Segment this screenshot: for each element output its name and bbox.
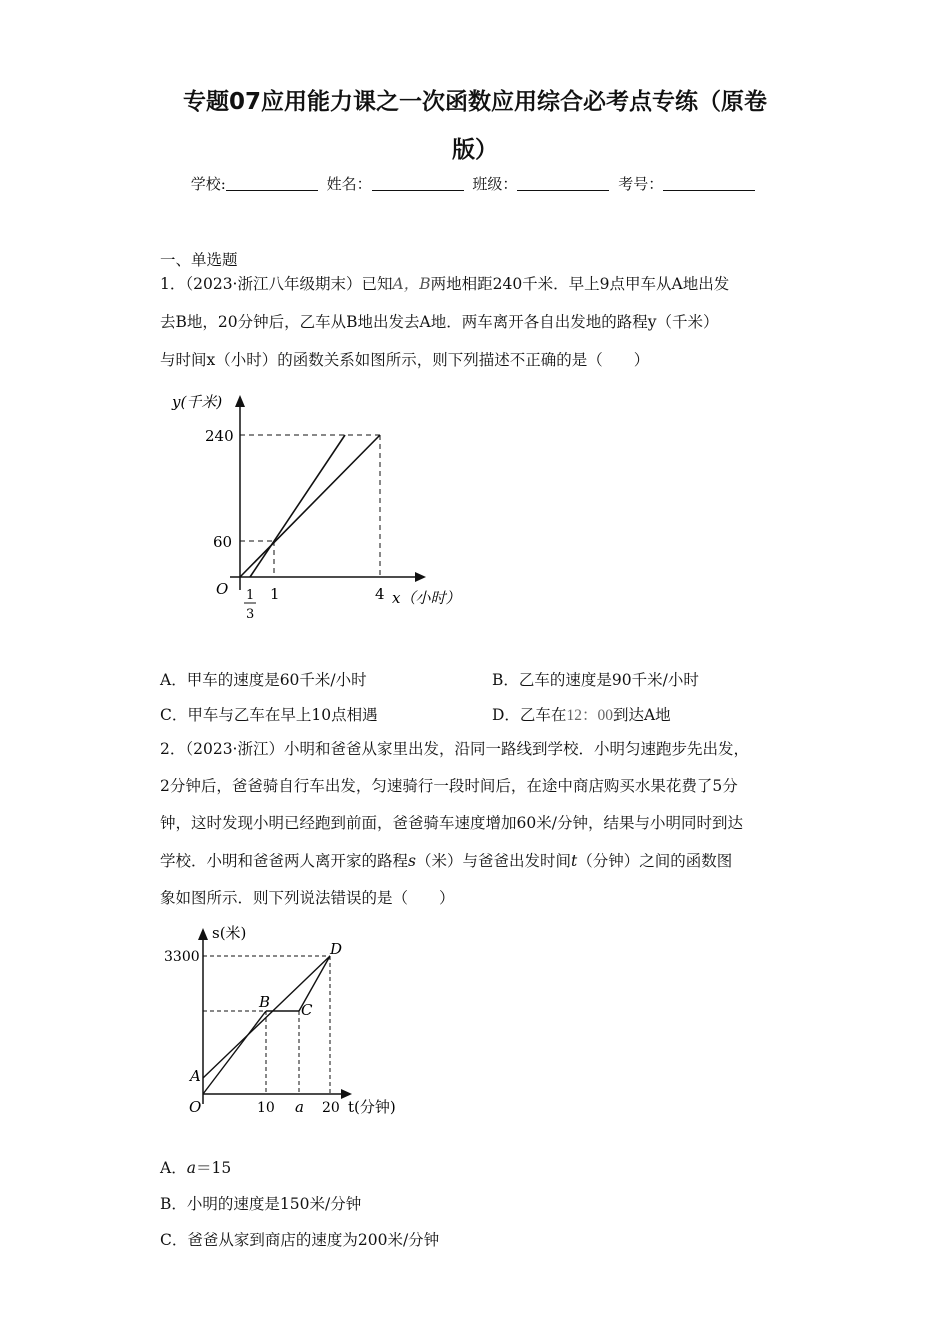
number-label: 考号：: [618, 175, 664, 193]
q1-option-c[interactable]: C．甲车与乙车在早上10点相遇: [160, 706, 378, 724]
q2-line-4-b: （米）与爸爸出发时间: [415, 852, 571, 870]
q2-x-a: a: [295, 1098, 304, 1116]
q1-origin: O: [216, 580, 229, 598]
q2-y-3300: 3300: [164, 949, 200, 965]
q2-var-s: s: [408, 852, 416, 870]
q2-line-4: [160, 851, 732, 871]
class-blank[interactable]: [517, 176, 609, 191]
school-blank[interactable]: [226, 176, 318, 191]
q2-line-dad-1: [203, 1011, 266, 1094]
q1-y-label: y(千米): [172, 393, 223, 411]
q2-option-c[interactable]: C．爸爸从家到商店的速度为200米/分钟: [160, 1231, 440, 1249]
q1-line-3: 与时间x（小时）的函数关系如图所示，则下列描述不正确的是（ ）: [160, 351, 650, 369]
q1-line-1: [160, 274, 729, 294]
q1-graph: [160, 385, 480, 630]
title-line-1: 专题07应用能力课之一次函数应用综合必考点专练（原卷: [182, 89, 767, 115]
q1-x-arrow: [415, 572, 426, 582]
q1-y-240: 240: [205, 427, 234, 445]
q1-option-d-b: 到达A地: [612, 706, 671, 724]
q2-line-5: 象如图所示．则下列说法错误的是（ ）: [160, 889, 455, 907]
page-title: [95, 78, 855, 174]
q2-line-1: 2．（2023·浙江）小明和爸爸从家里出发，沿同一路线到学校．小明匀速跑步先出发，: [160, 740, 749, 758]
q2-line-4-c: （分钟）之间的函数图: [577, 852, 733, 870]
q1-frac-den: 3: [246, 607, 255, 622]
section-heading: 一、单选题: [160, 251, 238, 269]
q1-line-jia: [240, 435, 380, 577]
q2-point-d: D: [330, 940, 343, 958]
q2-y-label: s(米): [212, 924, 247, 942]
q1-x-1: 1: [270, 585, 280, 603]
q2-x-label: t(分钟): [348, 1098, 396, 1116]
q1-line-1-a: 1．（2023·浙江八年级期末）已知: [160, 275, 393, 293]
q1-option-d-time: 12：00: [566, 707, 613, 724]
title-line-2: 版）: [452, 137, 498, 163]
q2-line-2: 2分钟后，爸爸骑自行车出发，匀速骑行一段时间后，在途中商店购买水果花费了5分: [160, 777, 738, 795]
q1-y-arrow: [235, 395, 245, 407]
q1-line-2: 去B地，20分钟后，乙车从B地出发去A地．两车离开各自出发地的路程y（千米）: [160, 313, 719, 331]
q2-point-b: B: [259, 993, 271, 1011]
q2-origin: O: [189, 1098, 202, 1116]
q1-line-yi: [250, 435, 345, 577]
q2-x-20: 20: [322, 1100, 340, 1116]
school-label: 学校:: [190, 175, 226, 193]
q1-x-4: 4: [375, 585, 385, 603]
q2-option-a-var: a: [186, 1159, 196, 1177]
name-label: 姓名：: [326, 175, 372, 193]
q1-y-60: 60: [213, 533, 233, 551]
q1-frac-num: 1: [246, 588, 255, 603]
q2-option-a-value: ＝15: [195, 1159, 232, 1177]
q1-option-a[interactable]: A．甲车的速度是60千米/小时: [160, 671, 367, 689]
name-blank[interactable]: [372, 176, 464, 191]
class-label: 班级：: [472, 175, 518, 193]
q2-line-3: 钟，这时发现小明已经跑到前面，爸爸骑车速度增加60米/分钟，结果与小明同时到达: [160, 814, 743, 832]
q2-option-a[interactable]: [160, 1156, 231, 1178]
student-info: [0, 173, 950, 194]
q2-point-a: A: [190, 1067, 201, 1085]
q1-option-b[interactable]: B．乙车的速度是90千米/小时: [492, 671, 699, 689]
q2-option-a-prefix: A．: [160, 1159, 187, 1177]
q1-option-d-a: D．乙车在: [492, 706, 567, 724]
q2-var-t: t: [571, 852, 578, 870]
q2-graph: [160, 918, 420, 1123]
q1-option-d[interactable]: [492, 703, 671, 725]
q1-line-1-b: 两地相距240千米．早上9点甲车从A地出发: [430, 275, 730, 293]
q2-option-b[interactable]: B．小明的速度是150米/分钟: [160, 1195, 362, 1213]
q2-line-4-a: 学校．小明和爸爸两人离开家的路程: [160, 852, 409, 870]
q1-x-label: x（小时）: [392, 589, 461, 607]
number-blank[interactable]: [663, 176, 755, 191]
q2-x-10: 10: [257, 1100, 275, 1116]
q2-point-c: C: [301, 1001, 313, 1019]
q1-ab: A，B: [392, 275, 431, 293]
q2-y-arrow: [198, 928, 208, 940]
